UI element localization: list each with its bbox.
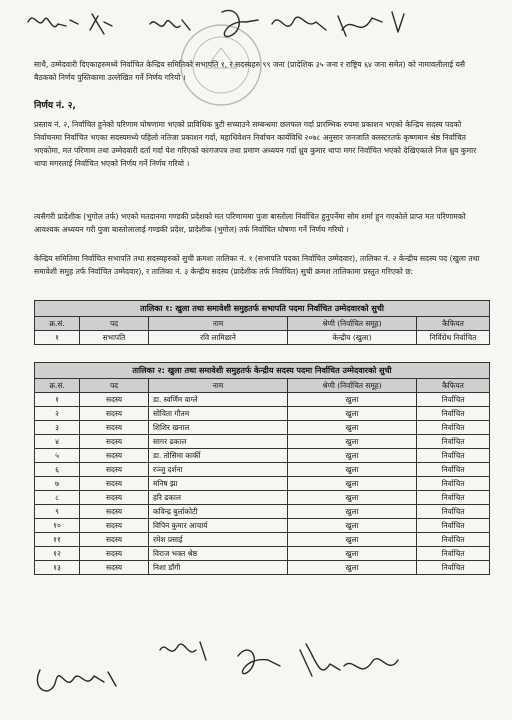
table-1-header-sn: क्र.सं.: [35, 317, 80, 331]
table-cell: डा. स्वर्णिम वाग्ले: [149, 393, 288, 407]
table-row: [35, 393, 490, 407]
table-cell: ११: [35, 533, 80, 547]
table-cell: ८: [35, 491, 80, 505]
table-row: [35, 561, 490, 575]
table-cell: विराज भक्त श्रेष्ठ: [149, 547, 288, 561]
table-cell: सदस्य: [80, 519, 149, 533]
table-cell: सदस्य: [80, 547, 149, 561]
table-cell: हरि ढकाल: [149, 491, 288, 505]
table-2-header-post: पद: [80, 379, 149, 393]
table-cell: सदस्य: [80, 463, 149, 477]
table-cell: निर्वाचित: [417, 547, 490, 561]
table-2-header-sn: क्र.सं.: [35, 379, 80, 393]
table-cell: खुला: [288, 477, 417, 491]
table-cell: निर्वाचित: [417, 449, 490, 463]
table-cell: ५: [35, 449, 80, 463]
table-cell: निर्वाचित: [417, 561, 490, 575]
table-cell: १२: [35, 547, 80, 561]
table-cell: केन्द्रीय (खुला): [288, 331, 417, 345]
table-cell: रवि लामिछाने: [149, 331, 288, 345]
table-cell: सदस्य: [80, 491, 149, 505]
table-cell: खुला: [288, 449, 417, 463]
table-cell: सदस्य: [80, 505, 149, 519]
table-cell: निर्वाचित: [417, 393, 490, 407]
table-cell: सदस्य: [80, 421, 149, 435]
table-1-title: तालिका १: खुला तथा समावेशी समुहतर्फ सभापति पदमा निर्वाचित उम्मेदवारको सुची: [35, 301, 490, 317]
table-cell: ४: [35, 435, 80, 449]
table-row: [35, 331, 490, 345]
table-row: [35, 505, 490, 519]
table-1-header-post: पद: [80, 317, 149, 331]
table-row: [35, 449, 490, 463]
table-2-header-name: नाम: [149, 379, 288, 393]
table-cell: ३: [35, 421, 80, 435]
decision-paragraph-2: त्यसैगरी प्रादेशीक (भुगोल तर्फ) भएको मतदानमा गण्डकी प्रदेशको मत परिणाममा पुजा बास्तोला निर्वाचित हुनुपर्नेमा सोम शर्मा हुन गएकोले प्राप्त मत परिणामको आवश्यक अध्ययन गरी पुजा बास्तोलालाई गण्डकी प्रदेश, प्रादेशीक (भुगोल) तर्फ निर्वाचित घोषणा गर्ने निर्णय गरियो ।: [34, 212, 466, 234]
table-cell: खुला: [288, 533, 417, 547]
table-cell: रञ्जु दर्शना: [149, 463, 288, 477]
table-cell: १३: [35, 561, 80, 575]
table-cell: सदस्य: [80, 407, 149, 421]
bottom-signatures: [0, 620, 512, 720]
table-cell: खुला: [288, 547, 417, 561]
table-cell: सदस्य: [80, 393, 149, 407]
table-2-header-remarks: कैफियत: [417, 379, 490, 393]
table-cell: सदस्य: [80, 477, 149, 491]
table-cell: निर्वाचित: [417, 519, 490, 533]
table-cell: शिशिर खनाल: [149, 421, 288, 435]
table-cell: खुला: [288, 407, 417, 421]
table-cell: सागर ढकाल: [149, 435, 288, 449]
table-cell: रमेश प्रसाई: [149, 533, 288, 547]
table-row: [35, 491, 490, 505]
table-cell: सभापति: [80, 331, 149, 345]
table-cell: खुला: [288, 435, 417, 449]
table-1-header-name: नाम: [149, 317, 288, 331]
table-1-header-category: श्रेणी (निर्वाचित समूह): [288, 317, 417, 331]
table-row: [35, 407, 490, 421]
table-cell: खुला: [288, 463, 417, 477]
table-cell: ६: [35, 463, 80, 477]
table-cell: खुला: [288, 505, 417, 519]
table-cell: खुला: [288, 421, 417, 435]
table-cell: निर्वाचित: [417, 491, 490, 505]
decision-title: निर्णय नं. २,: [34, 101, 76, 111]
table-cell: खुला: [288, 393, 417, 407]
table-cell: खुला: [288, 491, 417, 505]
table-cell: ९: [35, 505, 80, 519]
table-cell: सदस्य: [80, 561, 149, 575]
decision-paragraph-1: प्रस्ताव नं. २, निर्वाचित हुनेको परिणाम घोषणामा भएको प्राविधिक त्रुटी सच्याउने सम्बन्धमा छलफल गर्दा प्रारम्भिक रुपमा प्रकाशन भएको केन्द्रिय सदस्य पदको निर्वाचनमा निर्वाचित भएका सदस्यमध्ये पहिलो नतिजा प्रकाशन गर्दा, महाधिवेशन निर्वाचन कार्यविधि २०७८ अनुसार जनजाति क्लस्टरतर्फ कृष्णमान श्रेष्ठ निर्वाचित भएकोमा, मत परिणाम तथा उम्मेदवारी दर्ता गर्दा पेश गरिएको कागजपत्र तथा प्रमाण अध्ययन गर्दा ध्रुव कुमार थापा मगर निर्वाचित भएको देखिएकाले निज ध्रुव कुमार थापा मगरलाई निर्वाचित भएको निर्णय गर्ने निर्णय गरियो ।: [34, 120, 477, 168]
table-cell: निर्वाचित: [417, 435, 490, 449]
table-1-header-remarks: कैफियत: [417, 317, 490, 331]
table-cell: खुला: [288, 561, 417, 575]
table-cell: सोविता गौतम: [149, 407, 288, 421]
table-cell: निर्वाचित: [417, 505, 490, 519]
decision-paragraph-3: केन्द्रिय समितिमा निर्वाचित सभापति तथा सदस्यहरुको सुची क्रमशः तालिका नं. १ (सभापति पदका निर्वाचित उम्मेदवार), तालिका नं. २ केन्द्रीय सदस्य पद (खुला तथा समावेशी समुह तर्फ निर्वाचित उम्मेदवार), र तालिका नं. ३ केन्द्रीय सदस्य (प्रादेशीक तर्फ निर्वाचित) सुची क्रमश तालिकामा प्रस्तुत गरिएको छ:: [34, 254, 480, 276]
table-2-title: तालिका २: खुला तथा समावेशी समुहतर्फ केन्द्रीय सदस्य पदमा निर्वाचित उम्मेदवारको सुची: [35, 363, 490, 379]
table-cell: निशा डाँगी: [149, 561, 288, 575]
table-cell: १: [35, 393, 80, 407]
table-cell: २: [35, 407, 80, 421]
intro-paragraph: साथै, उम्मेदवारी दिएकाहरुमध्ये निर्वाचित केन्द्रिय समितिको सभापति १, र सदस्यहरु ९९ जना (प्रादेशिक ३५ जना र राष्ट्रिय ६४ जना समेत) को नामावलीलाई यसै बैठकको निर्णय पुस्तिकामा उल्लेखित गर्ने निर्णय गरियो ।: [34, 60, 466, 82]
table-cell: सदस्य: [80, 533, 149, 547]
table-row: [35, 435, 490, 449]
table-row: [35, 547, 490, 561]
table-1: [34, 300, 490, 345]
table-row: [35, 463, 490, 477]
table-cell: विपिन कुमार आचार्य: [149, 519, 288, 533]
table-cell: मनिष झा: [149, 477, 288, 491]
table-2-header-category: श्रेणी (निर्वाचित समूह): [288, 379, 417, 393]
table-row: [35, 533, 490, 547]
table-cell: निर्वाचित: [417, 421, 490, 435]
table-cell: कविन्द्र बुर्लाकोटी: [149, 505, 288, 519]
table-cell: ७: [35, 477, 80, 491]
table-cell: सदस्य: [80, 449, 149, 463]
table-row: [35, 477, 490, 491]
table-cell: निर्वाचित: [417, 407, 490, 421]
table-cell: डा. तोसिमा कार्की: [149, 449, 288, 463]
table-cell: निर्विरोध निर्वाचित: [417, 331, 490, 345]
table-cell: १०: [35, 519, 80, 533]
table-2: [34, 362, 490, 575]
table-cell: खुला: [288, 519, 417, 533]
table-cell: निर्वाचित: [417, 463, 490, 477]
table-cell: १: [35, 331, 80, 345]
table-row: [35, 421, 490, 435]
table-row: [35, 519, 490, 533]
table-cell: निर्वाचित: [417, 533, 490, 547]
table-cell: निर्वाचित: [417, 477, 490, 491]
table-cell: सदस्य: [80, 435, 149, 449]
